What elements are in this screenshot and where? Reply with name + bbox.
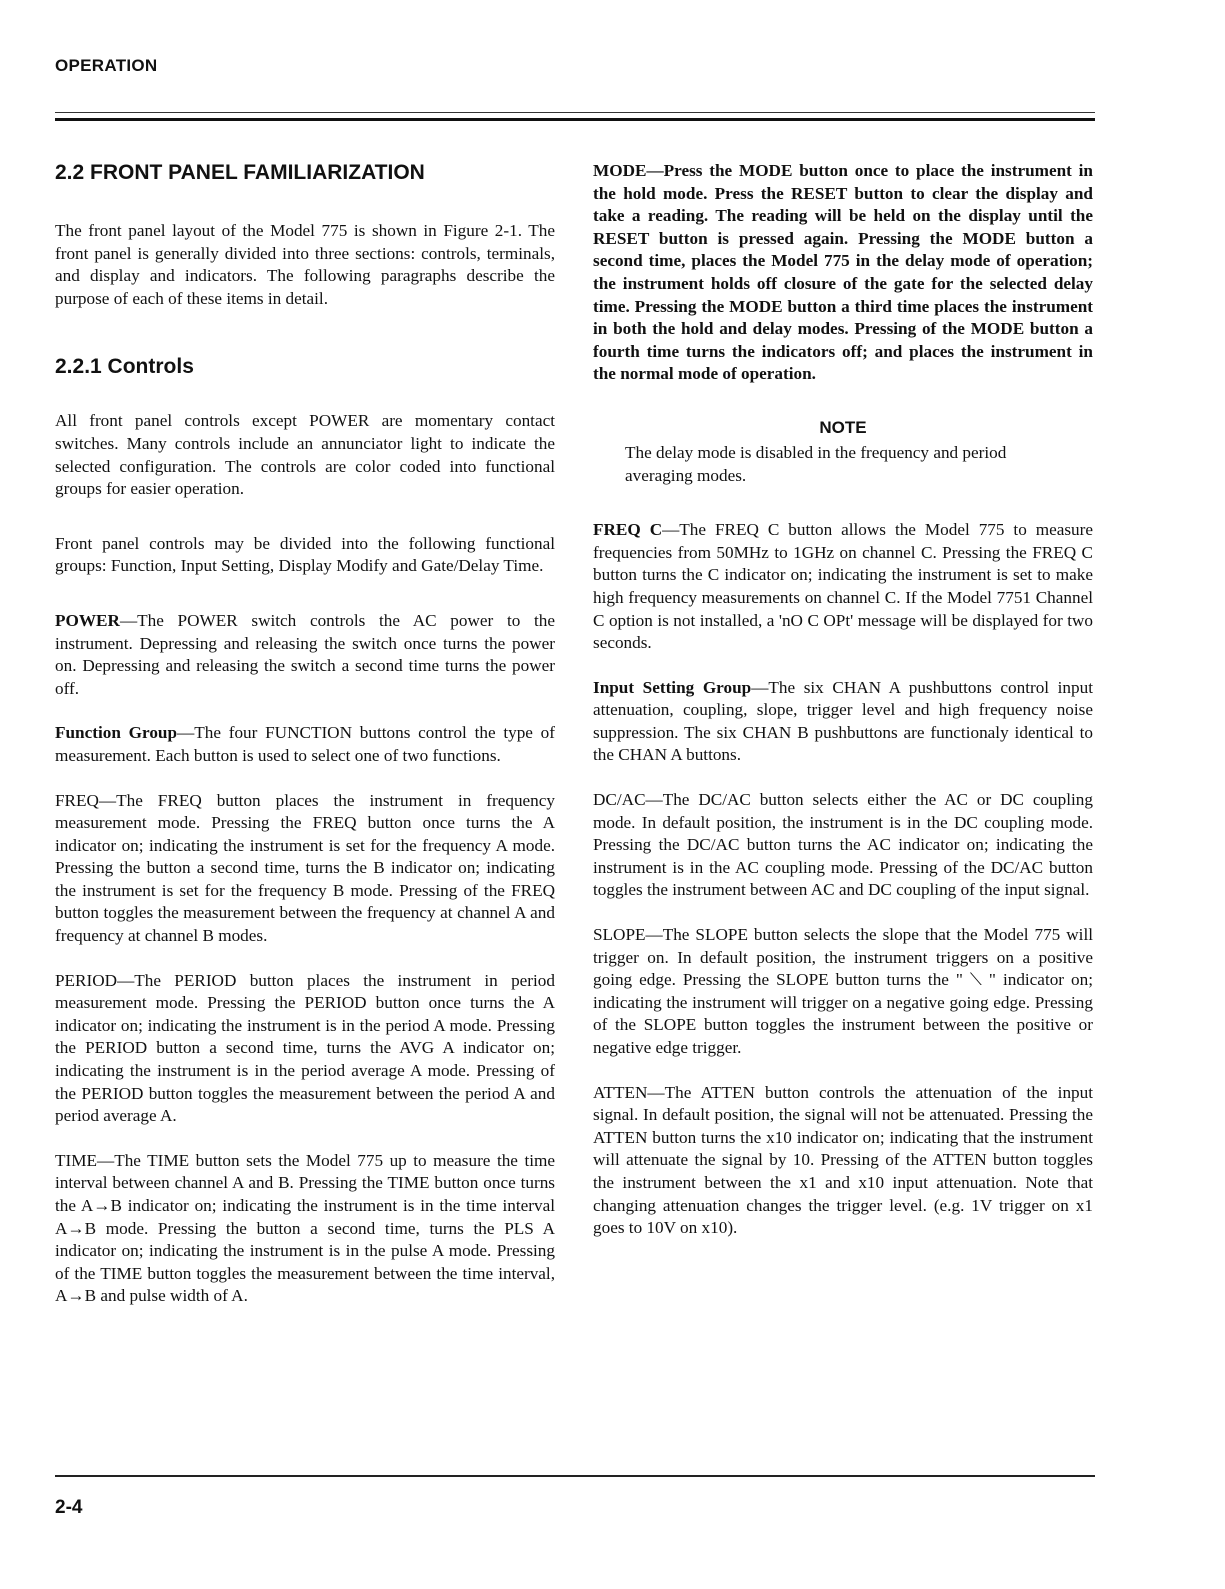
subsection-title: 2.2.1 Controls xyxy=(55,355,194,379)
controls-paragraph-2: Front panel controls may be divided into the following functional groups: Function, Input Setting, Display Modify and Gate/Delay Time. xyxy=(55,533,555,576)
section-title: 2.2 FRONT PANEL FAMILIARIZATION xyxy=(55,161,425,184)
atten-paragraph: ATTEN—The ATTEN button controls the attenuation of the input signal. In default position, the signal will not be attenuated. Pressing the ATTEN button turns the x10 indicator on; indicating that the instrument will attenuate the signal by 10. Pressing of the ATTEN button toggles the instrument between the x1 and x10 input attenuation. Note that changing attenuation changes the trigger level. (e.g. 1V trigger on x1 goes to 10V on x10). xyxy=(593,1082,1093,1238)
dc-ac-paragraph: DC/AC—The DC/AC button selects either the AC or DC coupling mode. In default position, the instrument is in the DC coupling mode. Pressing the DC/AC button turns the AC indicator on; indicating the instrument is in the AC coupling mode. Pressing of the DC/AC button toggles the instrument between AC and DC coupling of the input signal. xyxy=(593,790,1093,900)
function-group-text: —The four FUNCTION buttons control the type of measurement. Each button is used to select one of two functions. xyxy=(55,723,555,765)
input-setting-lead: Input Setting Group xyxy=(593,677,752,697)
function-group-lead: Function Group xyxy=(55,723,178,743)
mode-paragraph: MODE—Press the MODE button once to place the instrument in the hold mode. Press the RESET button to clear the display and take a reading. The reading will be held on the display until the RESET button is pressed again. Pressing the MODE button a second time, places the Model 775 in the delay mode of operation; the instrument holds off closure of the gate for the selected delay time. Pressing the MODE button a third time places the instrument in both the hold and delay modes. Pressing of the MODE button a fourth time turns the indicators off; and places the instrument in the normal mode of operation. xyxy=(593,161,1093,384)
freq-paragraph: FREQ—The FREQ button places the instrument in frequency measurement mode. Pressing the FREQ button once turns the A indicator on; indicating the instrument is set for the frequency A mode. Pressing the button a second time, turns the B indicator on; indicating the instrument is set for the frequency B mode. Pressing of the FREQ button toggles the measurement between the frequency at channel A and frequency at channel B modes. xyxy=(55,790,555,946)
power-text: —The POWER switch controls the AC power to the instrument. Depressing and releasing the switch once turns the power on. Depressing and releasing the switch a second time turns the power off. xyxy=(55,610,555,698)
footer-rule xyxy=(55,1475,1095,1477)
function-group-paragraph xyxy=(55,722,555,767)
controls-paragraph-1: All front panel controls except POWER are momentary contact switches. Many controls include an annunciator light to indicate the selected configuration. The controls are color coded into functional groups for easier operation. xyxy=(55,411,555,499)
freq-c-lead: FREQ C xyxy=(593,520,663,540)
note-title: NOTE xyxy=(819,417,867,437)
input-setting-text: —The six CHAN A pushbuttons control input attenuation, coupling, slope, trigger level and high frequency noise suppression. The six CHAN B pushbuttons are functionaly identical to the CHAN A buttons. xyxy=(593,677,1093,765)
period-paragraph: PERIOD—The PERIOD button places the instrument in period measurement mode. Pressing the PERIOD button once turns the A indicator on; indicating the instrument is in the period A mode. Pressing the PERIOD button a second time, turns the AVG A indicator on; indicating the instrument is in the period average A mode. Pressing of the PERIOD button toggles the measurement between the period A and period average A. xyxy=(55,970,555,1126)
running-head: OPERATION xyxy=(55,56,158,75)
slope-paragraph: SLOPE—The SLOPE button selects the slope that the Model 775 will trigger on. In default position, the instrument triggers on a positive going edge. Pressing the SLOPE button turns the " ⟍ " indicator on; indicating the instrument will trigger on a negative going edge. Pressing of the SLOPE button toggles the instrument between the positive or negative edge trigger. xyxy=(593,925,1093,1057)
freq-c-text: —The FREQ C button allows the Model 775 to measure frequencies from 50MHz to 1GHz on channel C. Pressing the FREQ C button turns the C indicator on; indicating the instrument is set to make high frequency measurements on channel C. If the Model 7751 Channel C option is not installed, a 'nO C OPt' message will be displayed for two seconds. xyxy=(593,520,1094,653)
header-rule-thin xyxy=(55,112,1095,113)
input-setting-paragraph xyxy=(593,677,1093,767)
freq-c-paragraph xyxy=(593,519,1093,655)
intro-paragraph: The front panel layout of the Model 775 is shown in Figure 2-1. The front panel is generally divided into three sections: controls, terminals, and display and indicators. The following paragraphs describe the purpose of each of these items in detail. xyxy=(55,221,555,308)
header-rule-thick xyxy=(55,118,1095,121)
page-number: 2-4 xyxy=(55,1497,83,1518)
power-lead: POWER xyxy=(55,610,120,630)
time-paragraph: TIME—The TIME button sets the Model 775 up to measure the time interval between channel A and B. Pressing the TIME button once turns the A→B indicator on; indicating the instrument is in the time interval A→B mode. Pressing the button a second time, turns the PLS A indicator on; indicating the instrument is in the pulse A mode. Pressing of the TIME button toggles the measurement between the time interval, A→B and pulse width of A. xyxy=(55,1150,555,1306)
right-column xyxy=(593,160,1093,1240)
power-paragraph xyxy=(55,610,555,700)
note-text: The delay mode is disabled in the frequency and period averaging modes. xyxy=(625,442,1007,485)
left-column xyxy=(55,160,555,1308)
